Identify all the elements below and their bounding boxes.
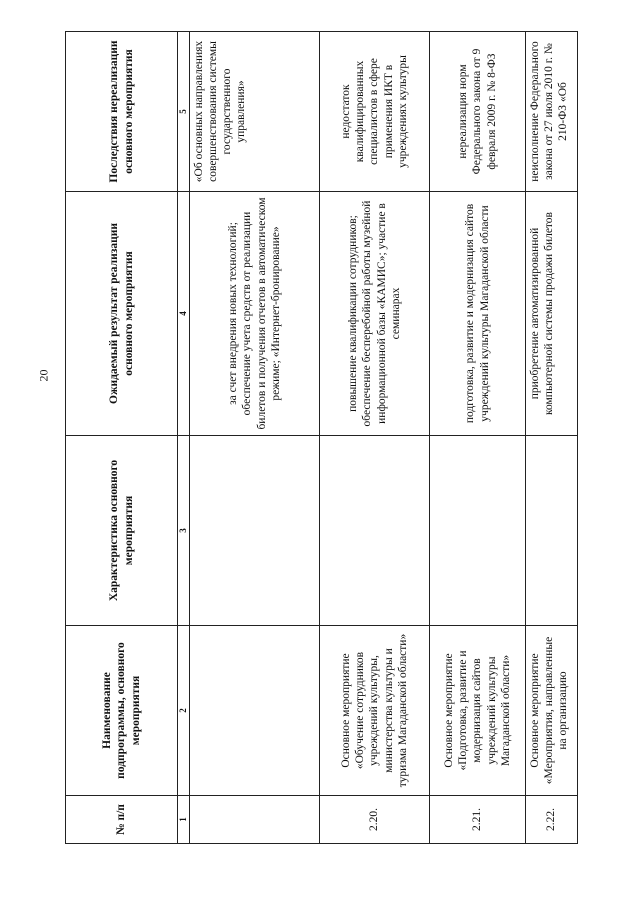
row-consequences: недостаток квалифицированных специалистов в сфере применения ИКТ в учреждениях культуры	[320, 32, 430, 192]
header-consequences: Последствия нереализации основного мероприятия	[66, 32, 178, 192]
column-number-row	[178, 32, 190, 844]
events-table	[65, 31, 578, 844]
table-row	[320, 32, 430, 844]
row-result: за счет внедрения новых технологий; обеспечение учета средств от реализации билетов и получения отчетов в автоматическом режиме; «Интернет-бронирование»	[190, 192, 320, 436]
row-consequences: неисполнение Федерального закона от 27 июля 2010 г. № 210-ФЗ «Об	[526, 32, 578, 192]
header-characteristic: Характеристика основного мероприятия	[66, 436, 178, 626]
row-consequences: «Об основных направлениях совершенствования системы государственного управления»	[190, 32, 320, 192]
header-no: № п/п	[66, 796, 178, 844]
column-number: 3	[178, 436, 190, 626]
header-result: Ожидаемый результат реализации основного мероприятия	[66, 192, 178, 436]
row-name: Основное мероприятие «Мероприятия, направленные на организацию	[526, 626, 578, 796]
row-consequences: нереализация норм Федерального закона от 9 февраля 2009 г. № 8-ФЗ	[430, 32, 526, 192]
row-name: Основное мероприятие «Обучение сотрудников учреждений культуры, министерства культуры и туризма Магаданской области»	[320, 626, 430, 796]
column-number: 2	[178, 626, 190, 796]
row-number: 2.21.	[430, 796, 526, 844]
rotated-table-wrapper	[65, 32, 577, 844]
row-result: приобретение автоматизированной компьютерной системы продажи билетов	[526, 192, 578, 436]
row-number: 2.22.	[526, 796, 578, 844]
row-number	[190, 796, 320, 844]
row-number: 2.20.	[320, 796, 430, 844]
row-result: повышение квалификации сотрудников; обеспечение бесперебойной работы музейной информационной базы «КАМИС»; участие в семинарах	[320, 192, 430, 436]
row-characteristic	[320, 436, 430, 626]
header-name: Наименование подпрограммы, основного мероприятия	[66, 626, 178, 796]
table-header-row	[66, 32, 178, 844]
column-number: 1	[178, 796, 190, 844]
page-number-text: 20	[36, 369, 51, 381]
table-row	[526, 32, 578, 844]
column-number: 5	[178, 32, 190, 192]
row-name	[190, 626, 320, 796]
page-number	[34, 362, 54, 388]
row-name: Основное мероприятие «Подготовка, развитие и модернизация сайтов учреждений культуры Магаданской области»	[430, 626, 526, 796]
table-row	[190, 32, 320, 844]
row-result: подготовка, развитие и модернизация сайтов учреждений культуры Магаданской области	[430, 192, 526, 436]
column-number: 4	[178, 192, 190, 436]
table-row	[430, 32, 526, 844]
row-characteristic	[430, 436, 526, 626]
row-characteristic	[526, 436, 578, 626]
row-characteristic	[190, 436, 320, 626]
